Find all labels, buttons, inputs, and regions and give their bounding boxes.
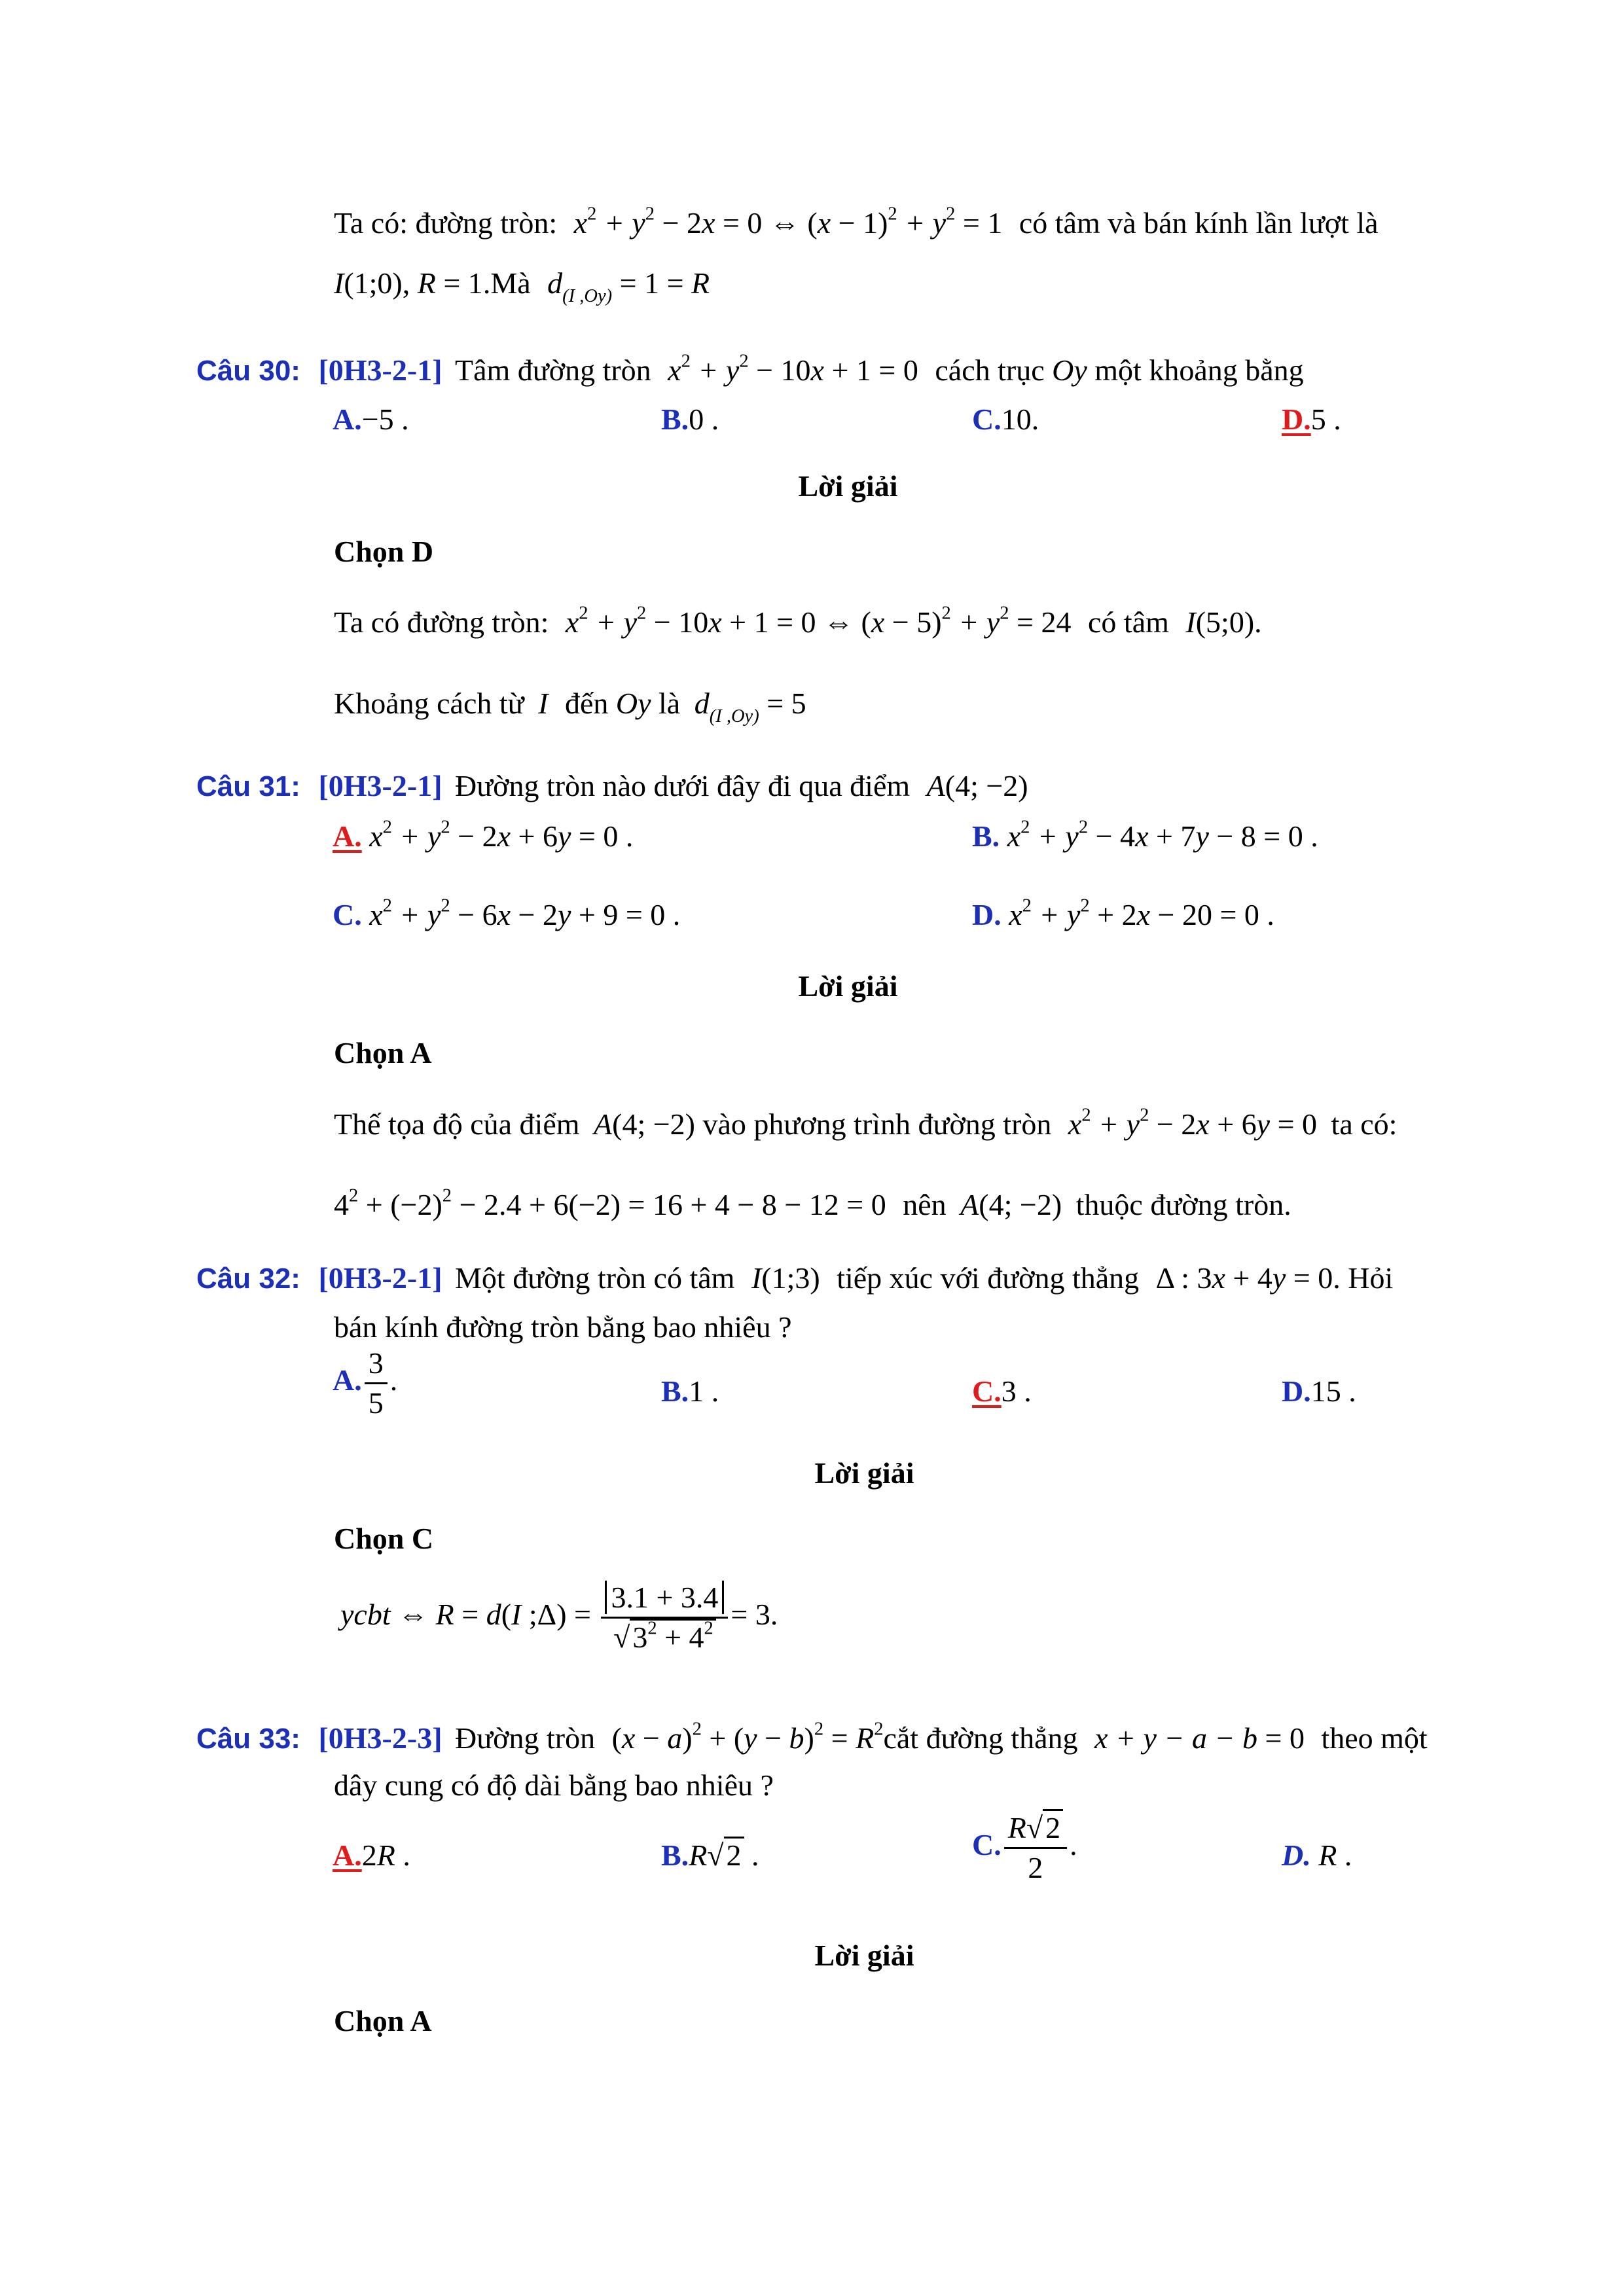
question-32: Câu 32: [0H3-2-1] Một đường tròn có tâm I(1;3) tiếp xúc với đường thẳng Δ : 3x + 4y = 0. Hỏi xyxy=(196,1261,1394,1295)
q31-solution-line-1: Thế tọa độ của điểm A(4; −2) vào phương trình đường tròn $x^2 + y^2 - 2x + 6y = 0$ ta có: xyxy=(334,1105,1398,1141)
intro-line-1: Ta có: đường tròn: $x^2 + y^2 - 2x = 0$ ⇔ $(x - 1)^2 + y^2 = 1$ có tâm và bán kính lần lượt là xyxy=(334,204,1379,240)
q30-option-c: C.10. xyxy=(972,403,1039,436)
q30-option-a: A.−5 . xyxy=(333,403,409,436)
q31-option-b: B. $x^2 + y^2 - 4x + 7y - 8 = 0$ . xyxy=(972,817,1318,853)
q33-option-b: B.R√2 . xyxy=(661,1840,759,1871)
q32-option-c: C.3 . xyxy=(972,1374,1032,1408)
q30-option-d: D.5 . xyxy=(1282,403,1341,436)
q33-option-a: A.2R . xyxy=(333,1839,410,1872)
q32-option-a: A. $\frac{3}{5}$ . xyxy=(333,1346,398,1420)
q31-choice: Chọn A xyxy=(334,1036,432,1069)
q33-line-2: dây cung có độ dài bằng bao nhiêu ? xyxy=(334,1768,774,1802)
q33-choice: Chọn A xyxy=(334,2004,432,2037)
q33-solution-title: Lời giải xyxy=(814,1939,914,1972)
q30-solution-line-2: Khoảng cách từ I đến Oy là $d_{(I ,Oy)} = 5$ xyxy=(334,687,806,726)
q30-option-b: B.0 . xyxy=(661,403,719,436)
q30-choice: Chọn D xyxy=(334,535,434,568)
q31-option-d: D. $x^2 + y^2 + 2x - 20 = 0$ . xyxy=(972,895,1274,931)
question-30: Câu 30: [0H3-2-1] Tâm đường tròn $x^2 + y^2 - 10x + 1 = 0$ cách trục Oy một khoảng bằng xyxy=(196,351,1304,387)
q30-solution-line-1: Ta có đường tròn: $x^2 + y^2 - 10x + 1 = 0$ ⇔ $(x - 5)^2 + y^2 = 24$ có tâm I(5;0). xyxy=(334,603,1262,639)
q33-option-c: C. $\frac{R√2}{2}$ . xyxy=(972,1813,1077,1883)
q30-solution-title: Lời giải xyxy=(798,469,898,503)
q31-option-c: C. $x^2 + y^2 - 6x - 2y + 9 = 0$ . xyxy=(333,895,681,931)
q32-option-d: D.15 . xyxy=(1282,1374,1356,1408)
q32-line-2: bán kính đường tròn bằng bao nhiêu ? xyxy=(334,1310,792,1344)
q31-solution-title: Lời giải xyxy=(798,969,898,1003)
intro-line-2: I(1;0), R = 1.Mà $d_{(I ,Oy)} = 1 = R$ xyxy=(334,266,710,306)
q32-solution-formula: ycbt ⇔ R = d(I ;Δ) = $\frac{3.1 + 3.4}{√3^2 + 4^2}$ = 3. xyxy=(340,1581,778,1654)
q32-solution-title: Lời giải xyxy=(814,1456,914,1490)
q31-solution-line-2: $4^2 + (-2)^2 - 2.4 + 6(-2) = 16 + 4 - 8 - 12 = 0$ nên A(4; −2) thuộc đường tròn. xyxy=(334,1185,1291,1221)
q33-option-d: D. R . xyxy=(1282,1839,1352,1872)
q31-option-a: A. $x^2 + y^2 - 2x + 6y = 0$ . xyxy=(333,817,634,853)
question-31: Câu 31: [0H3-2-1] Đường tròn nào dưới đây đi qua điểm A(4; −2) xyxy=(196,769,1028,802)
question-33: Câu 33: [0H3-2-3] Đường tròn $(x - a)^2 + (y - b)^2$ = $R^2cắt$ đường thẳng x + y − a − b = 0 theo một xyxy=(196,1719,1428,1755)
q32-choice: Chọn C xyxy=(334,1522,434,1555)
q32-option-b: B.1 . xyxy=(661,1374,719,1408)
